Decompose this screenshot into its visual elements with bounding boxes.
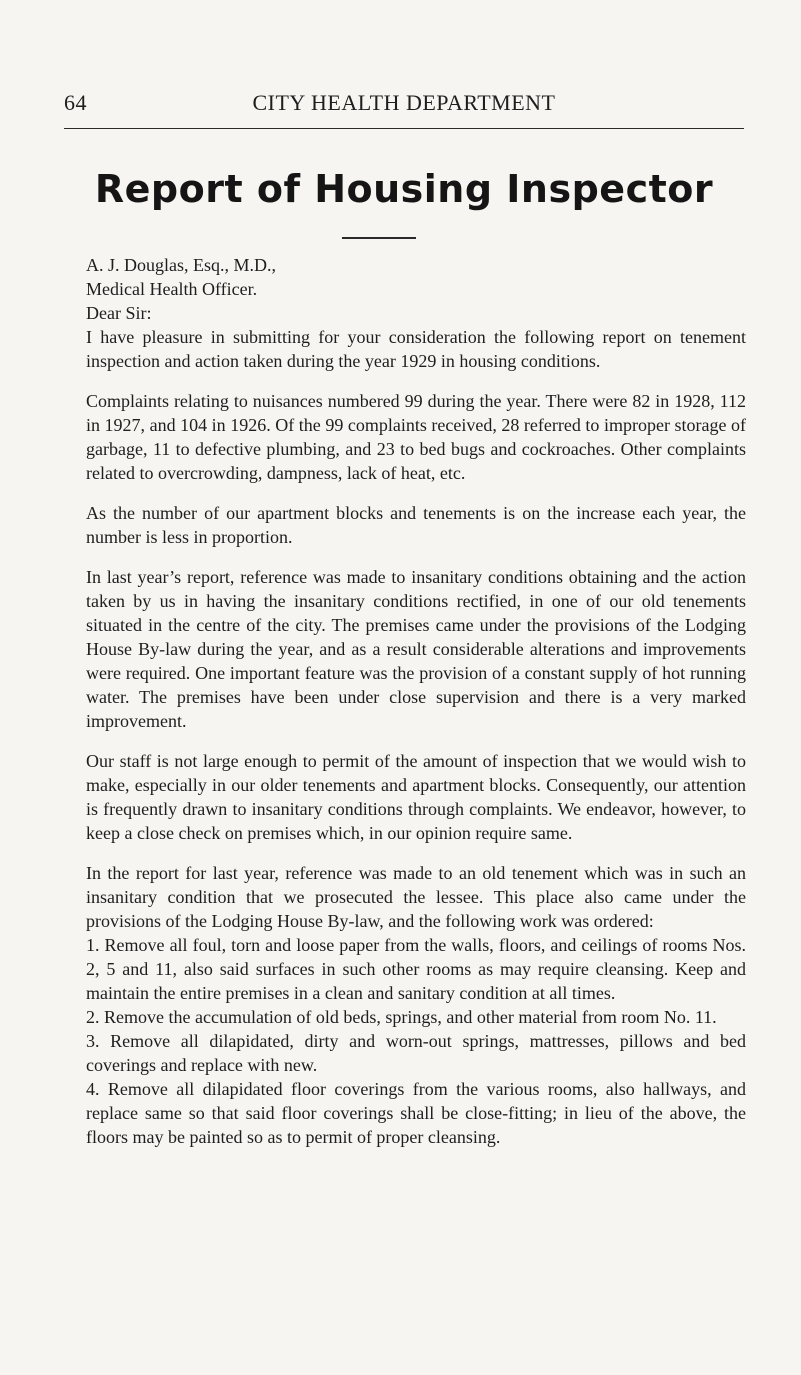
order-number: 2. xyxy=(86,1007,100,1027)
paragraph-6: In the report for last year, reference was made to an old tenement which was in such an insanitary condition that we prosecuted the lessee. This place also came under the provisions of the Lodging House By-law, and the following work was ordered: xyxy=(86,863,746,931)
order-item-3 xyxy=(86,1029,746,1077)
salutation: Dear Sir: xyxy=(86,303,152,323)
address-line-1: A. J. Douglas, Esq., M.D., xyxy=(86,255,277,275)
header-rule xyxy=(64,128,744,129)
title-rule xyxy=(342,237,416,239)
address-line-2: Medical Health Officer. xyxy=(86,279,258,299)
paragraph-2: Complaints relating to nuisances numbered 99 during the year. There were 82 in 1928, 112 in 1927, and 104 in 1926. Of the 99 complaints received, 28 referred to improper storage of garbage, 11 to defective plumbing, and 23 to bed bugs and cockroaches. Other complaints related to overcrowding, dampness, lack of heat, etc. xyxy=(86,391,746,483)
running-title: CITY HEALTH DEPARTMENT xyxy=(252,90,556,115)
order-number: 3. xyxy=(86,1031,100,1051)
order-text: Remove the accumulation of old beds, springs, and other material from room No. 11. xyxy=(104,1007,717,1027)
order-text: Remove all dilapidated, dirty and worn-out springs, mattresses, pillows and bed coverings and replace with new. xyxy=(86,1031,746,1075)
running-header xyxy=(64,90,744,122)
order-text: Remove all dilapidated floor coverings from the various rooms, also hallways, and replace same so that said floor coverings shall be close-fitting; in lieu of the above, the floors may be painted so as to permit of proper cleansing. xyxy=(86,1079,746,1147)
order-item-4 xyxy=(86,1077,746,1149)
order-number: 4. xyxy=(86,1079,100,1099)
order-text: Remove all foul, torn and loose paper from the walls, floors, and ceilings of rooms Nos. 2, 5 and 11, also said surfaces in such other rooms as may require cleansing. Keep and maintain the entire premises in a clean and sanitary condition at all times. xyxy=(86,935,746,1003)
page-number: 64 xyxy=(64,90,87,115)
paragraph-1: I have pleasure in submitting for your consideration the following report on tenement inspection and action taken during the year 1929 in housing conditions. xyxy=(86,327,746,371)
paragraph-4: In last year’s report, reference was made to insanitary conditions obtaining and the action taken by us in having the insanitary conditions rectified, in one of our old tenements situated in the centre of the city. The premises came under the provisions of the Lodging House By-law during the year, and as a result considerable alterations and improvements were required. One important feature was the provision of a constant supply of hot running water. The premises have been under close supervision and there is a very marked improvement. xyxy=(86,567,746,731)
order-number: 1. xyxy=(86,935,100,955)
order-item-2 xyxy=(86,1005,746,1029)
order-item-1 xyxy=(86,933,746,1005)
paragraph-3: As the number of our apartment blocks and tenements is on the increase each year, the number is less in proportion. xyxy=(86,503,746,547)
report-body xyxy=(86,253,746,1149)
report-title: Report of Housing Inspector xyxy=(94,167,714,211)
paragraph-5: Our staff is not large enough to permit of the amount of inspection that we would wish to make, especially in our older tenements and apartment blocks. Consequently, our attention is frequently drawn to insanitary conditions through complaints. We endeavor, however, to keep a close check on premises which, in our opinion require same. xyxy=(86,751,746,843)
